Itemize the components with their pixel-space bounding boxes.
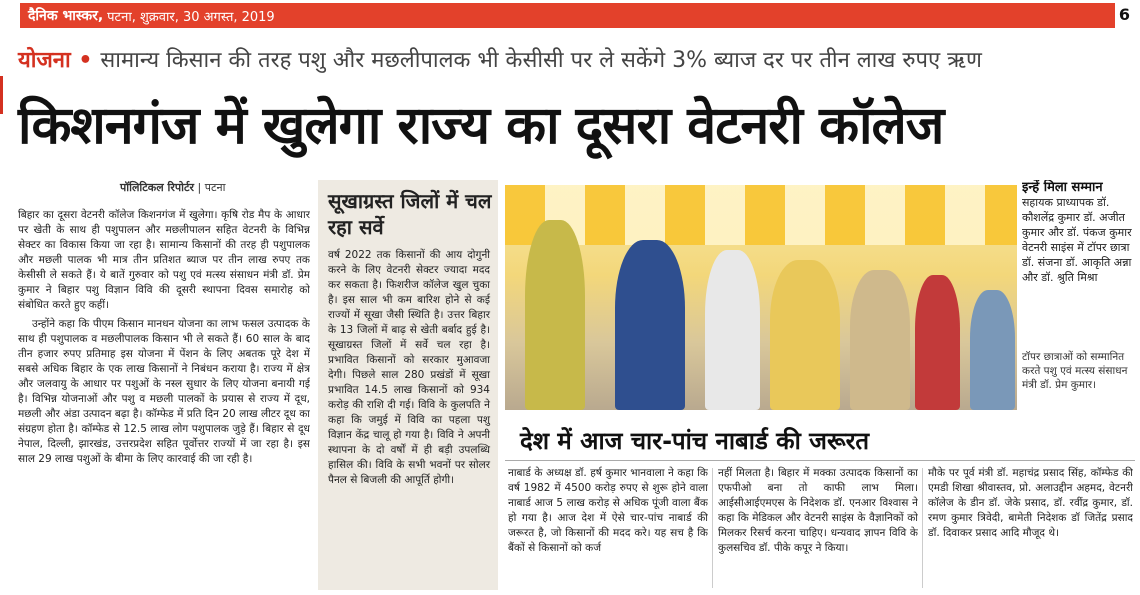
sidebar-body: वर्ष 2022 तक किसानों की आय दोगुनी करने के लिए वेटनरी सेक्टर ज्यादा मदद कर सकता है। फिशरीज कॉलेज खुल चुका है। इस साल भी कम बारिश होने से कई राज्यों में सूखा जैसी स्थिति है। उत्तर बिहार के 13 जिलों में बाढ़ से खेती बर्बाद हुई है। सूखाग्रस्त जिलों में सर्वे चल रहा है। प्रभावित किसानों को सरकार मुआवजा देगी। पिछले साल 280 प्रखंडों में सूखा प्रभावित 14.5 लाख किसानों को 934 करोड़ की राशि दी गई। विवि के कुलपति ने कहा कि जमुई में विवि का पहला पशु विज्ञान केंद्र चालू हो गया है। विवि ने अपनी स्थापना के दो वर्षों में ही बड़ी उपलब्धि हासिल की। विवि के सभी भवनों पर सोलर पैनल से बिजली की आपूर्ति होगी। <box>328 249 490 486</box>
divider <box>712 468 713 588</box>
article-column-left <box>18 208 310 588</box>
kicker-tag: योजना • <box>18 48 93 73</box>
sub-headline: देश में आज चार-पांच नाबार्ड की जरूरत <box>520 426 870 455</box>
awards-title: इन्हें मिला सम्मान <box>1022 180 1103 195</box>
awards-body: सहायक प्राध्यापक डॉ. कौशलेंद्र कुमार डॉ. अजीत कुमार और डॉ. पंकज कुमार वेटनरी साइंस में टॉपर छात्रा डॉ. संजना डॉ. आकृति अन्ना और डॉ. श्रुति मिश्रा <box>1022 196 1132 284</box>
sidebar-box <box>318 180 498 590</box>
photo-person <box>770 260 840 410</box>
article-column-d <box>928 466 1133 591</box>
kicker <box>18 42 1128 76</box>
photo-person <box>525 220 585 410</box>
article-column-b <box>508 466 708 591</box>
headline: किशनगंज में खुलेगा राज्य का दूसरा वेटनरी कॉलेज <box>18 95 944 156</box>
masthead-name: दैनिक भास्कर, <box>28 8 104 24</box>
byline-place: पटना <box>204 181 226 194</box>
divider <box>922 468 923 588</box>
photo-person <box>970 290 1015 410</box>
photo-person <box>915 275 960 410</box>
byline-reporter: पॉलिटिकल रिपोर्टर <box>120 181 195 194</box>
article-paragraph: बिहार का दूसरा वेटनरी कॉलेज किशनगंज में खुलेगा। कृषि रोड मैप के आधार पर खेती के साथ ही पशुपालन और मछलीपालन सहित वेटनरी के विभिन्न सेक्टर का विकास किया जा रहा है। सामान्य किसानों की तरह ही पशुपालक और मछली पालक भी मात्र तीन प्रतिशत ब्याज पर तीन लाख रुपए तक केसीसी ले सकते हैं। ये बातें गुरुवार को पशु एवं मत्स्य संसाधन मंत्री डॉ. प्रेम कुमार ने बिहार पशु विज्ञान विवि की दूसरी स्थापना दिवस समारोह को संबोधित करते हुए कहीं। <box>18 209 310 311</box>
masthead-date-place: पटना, शुक्रवार, 30 अगस्त, 2019 <box>107 9 275 25</box>
sidebar-title: सूखाग्रस्त जिलों में चल रहा सर्वे <box>328 189 492 239</box>
kicker-text: सामान्य किसान की तरह पशु और मछलीपालक भी केसीसी पर ले सकेंगे 3% ब्याज दर पर तीन लाख रुपए ऋण <box>100 48 982 73</box>
top-bar <box>0 0 1140 30</box>
left-accent-bar <box>0 76 3 114</box>
article-paragraph: उन्होंने कहा कि पीएम किसान मानधन योजना का लाभ फसल उत्पादक के साथ ही पशुपालक व मछलीपालक किसान भी ले सकते हैं। 60 साल के बाद तीन हजार रुपए प्रतिमाह इस योजना में पेंशन के लिए अबतक पूरे देश में सबसे अधिक बिहार के एक लाख किसानों ने निबंधन कराया है। राज्य में क्षेत्र और जलवायु के आधार पर पशुओं के नस्ल सुधार के लिए योजना बनायी गई है। विभिन्न योजनाओं और पशु व मछली पालकों के प्रयास से राज्य में दूध, मछली और अंडा उत्पादन बढ़ा है। कॉम्फेड में प्रति दिन 20 लाख लीटर दूध का संग्रहण होता है। कॉम्फेड से 12.5 लाख लोग पशुपालक जुड़े हैं। बिहार से दूध नेपाल, दिल्ली, झारखंड, उत्तरप्रदेश सहित पूर्वोत्तर राज्यों में जा रहा है। इस साल 29 लाख पशुओं के बीमा के लिए कारवाई की जा रही है। <box>18 318 310 465</box>
article-column-c <box>718 466 918 591</box>
awards-box <box>1022 180 1137 340</box>
photo-person <box>705 250 760 410</box>
byline: पॉलिटिकल रिपोर्टर | पटना <box>120 181 226 194</box>
photo-caption: टॉपर छात्राओं को सम्मानित करते पशु एवं मत्स्य संसाधन मंत्री डॉ. प्रेम कुमार। <box>1022 351 1128 391</box>
photo-person <box>615 240 685 410</box>
article-paragraph: मौके पर पूर्व मंत्री डॉ. महाचंद्र प्रसाद सिंह, कॉम्फेड की एमडी शिखा श्रीवास्तव, प्रो. अलाउद्दीन अहमद, वेटनरी कॉलेज के डीन डॉ. जेके प्रसाद, डॉ. रवींद्र कुमार, डॉ. रमण कुमार त्रिवेदी, बामेती निदेशक डॉ जितेंद्र प्रसाद डॉ. दिवाकर प्रसाद आदि मौजूद थे। <box>928 467 1133 539</box>
photo-canopy <box>505 185 1017 245</box>
article-paragraph: नहीं मिलता है। बिहार में मक्का उत्पादक किसानों का एफपीओ बना तो काफी लाभ मिला। आईसीआईएमएस के निदेशक डॉ. एनआर विश्वास ने कहा कि मेडिकल और वेटनरी साइंस के वैज्ञानिकों को मिलकर रिसर्च करना चाहिए। धन्यवाद ज्ञापन विवि के कुलसचिव डॉ. पीके कपूर ने किया। <box>718 467 918 554</box>
article-paragraph: नाबार्ड के अध्यक्ष डॉ. हर्ष कुमार भानवाला ने कहा कि वर्ष 1982 में 4500 करोड़ रुपए से शुरू होने वाला नाबार्ड आज 5 लाख करोड़ से अधिक पूंजी वाला बैंक हो गया है। आज देश में ऐसे चार-पांच नाबार्ड की जरूरत है, जो किसानों की मदद करे। यह सच है कि बैंकों से किसानों को कर्ज <box>508 467 708 554</box>
divider <box>505 460 1135 461</box>
page-number: 6 <box>1118 5 1130 24</box>
event-photo <box>505 185 1017 410</box>
photo-person <box>850 270 910 410</box>
masthead <box>20 3 1115 28</box>
